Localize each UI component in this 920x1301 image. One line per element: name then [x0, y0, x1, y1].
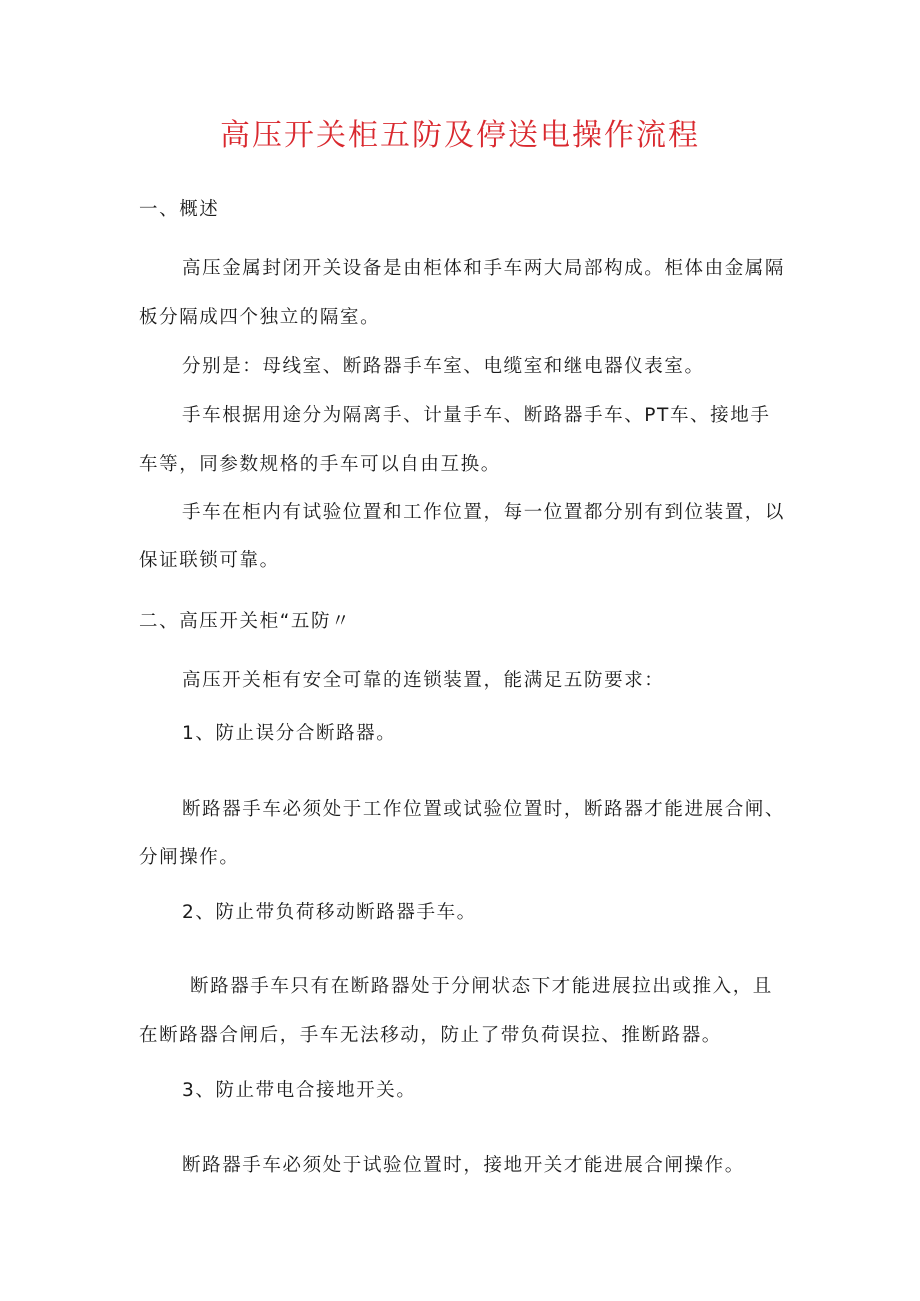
- paragraph-line: 断路器手车必须处于工作位置或试验位置时，断路器才能进展合闸、: [182, 799, 786, 820]
- paragraph-line: 断路器手车只有在断路器处于分闸状态下才能进展拉出或推入，且: [190, 976, 773, 997]
- paragraph-line: 分闸操作。: [139, 847, 240, 868]
- paragraph-line: 高压金属封闭开关设备是由柜体和手车两大局部构成。柜体由金属隔: [182, 258, 786, 279]
- paragraph-line: 断路器手车必须处于试验位置时，接地开关才能进展合闸操作。: [182, 1155, 745, 1176]
- section-heading-five-prevention: 二、高压开关柜“五防〃: [139, 611, 352, 632]
- paragraph-line: 手车在柜内有试验位置和工作位置，每一位置都分别有到位装置，以: [182, 502, 786, 523]
- document-title: 高压开关柜五防及停送电操作流程: [220, 118, 700, 153]
- section-heading-overview: 一、概述: [139, 199, 220, 220]
- paragraph-line: 板分隔成四个独立的隔室。: [139, 307, 381, 328]
- paragraph-line: 在断路器合闸后，手车无法移动，防止了带负荷误拉、推断路器。: [139, 1025, 722, 1046]
- paragraph-line: 保证联锁可靠。: [139, 550, 280, 571]
- paragraph-line: 分别是：母线室、断路器手车室、电缆室和继电器仪表室。: [182, 356, 705, 377]
- list-item-heading: 1、防止误分合断路器。: [182, 723, 397, 744]
- paragraph-line: 手车根据用途分为隔离手、计量手车、断路器手车、PT车、接地手: [182, 405, 771, 426]
- paragraph-line: 高压开关柜有安全可靠的连锁装置，能满足五防要求：: [182, 670, 665, 691]
- list-item-heading: 3、防止带电合接地开关。: [182, 1080, 417, 1101]
- paragraph-line: 车等，同参数规格的手车可以自由互换。: [139, 454, 501, 475]
- list-item-heading: 2、防止带负荷移动断路器手车。: [182, 902, 477, 923]
